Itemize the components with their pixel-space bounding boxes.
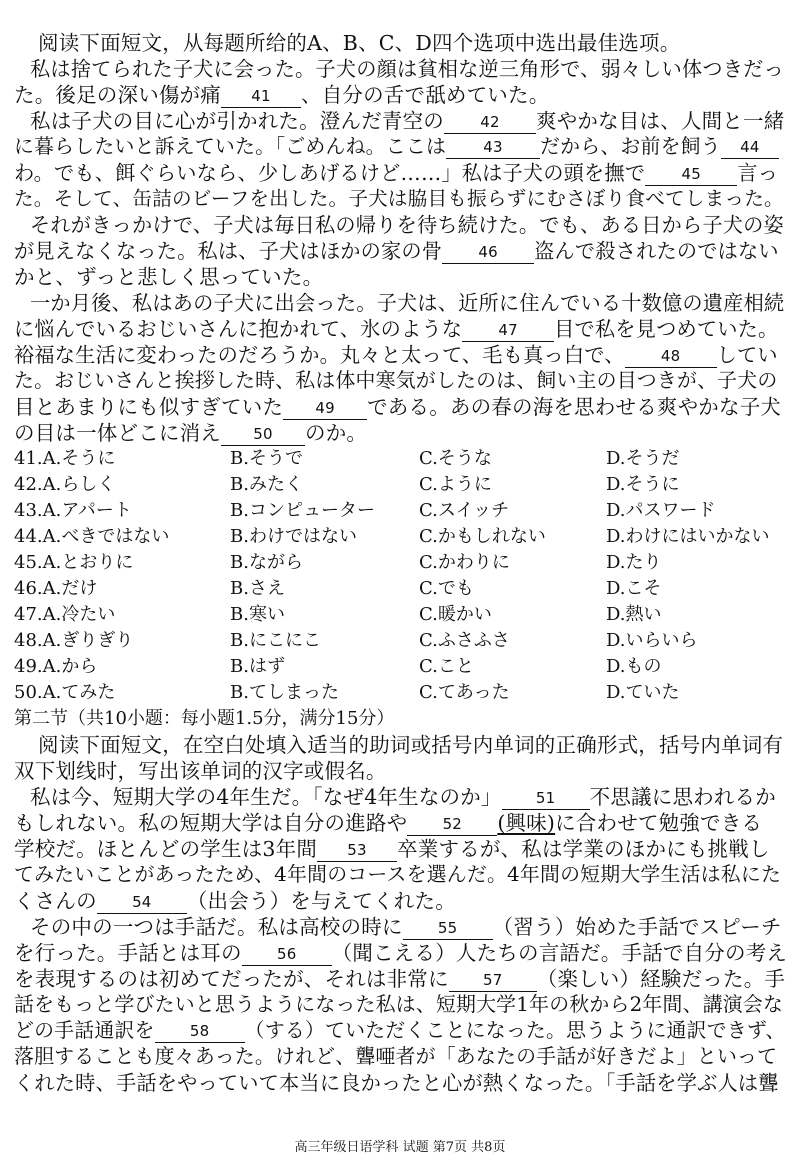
option-row — [14, 550, 786, 576]
passage-line — [14, 108, 786, 134]
exam-page — [14, 30, 786, 1096]
passage-1 — [14, 56, 786, 446]
option-a[interactable]: 50.A.てみた — [14, 682, 116, 703]
option-b[interactable]: B.はず — [230, 656, 285, 677]
option-c[interactable]: C.そうな — [419, 448, 492, 469]
option-c[interactable]: C.てあった — [419, 682, 510, 703]
option-d[interactable]: D.熱い — [606, 604, 662, 625]
text: である。あの春の海を思わせる爽やかな子犬 — [367, 395, 782, 419]
passage-line: 私は捨てられた子犬に会った。子犬の顔は貧相な逆三角形で、弱々しい体つきだっ — [30, 57, 784, 81]
option-b[interactable]: B.みたく — [230, 474, 303, 495]
option-c[interactable]: C.暖かい — [419, 604, 492, 625]
passage-line — [14, 1018, 786, 1044]
blank-52[interactable]: 52 — [407, 813, 497, 836]
blank-51[interactable]: 51 — [502, 787, 590, 810]
option-a[interactable]: 43.A.アパート — [14, 500, 132, 521]
text: 私は今、短期大学の4年生だ。「なぜ4年生なのか」 — [30, 785, 502, 809]
option-c[interactable]: C.かわりに — [419, 552, 510, 573]
option-d[interactable]: D.こそ — [606, 578, 662, 599]
text: 目で私を見つめていた。 — [554, 317, 779, 341]
blank-41[interactable]: 41 — [221, 85, 301, 108]
passage-line — [14, 914, 786, 940]
option-row — [14, 602, 786, 628]
text: どの手話通訳を — [14, 1019, 155, 1042]
option-d[interactable]: D.そうに — [606, 474, 680, 495]
option-d[interactable]: D.もの — [606, 656, 662, 677]
option-a[interactable]: 41.A.そうに — [14, 448, 116, 469]
option-c[interactable]: C.ふさふさ — [419, 630, 510, 651]
text: た。後足の深い傷が痛 — [14, 83, 221, 107]
blank-43[interactable]: 43 — [446, 136, 540, 159]
passage-line: それがきっかけで、子犬は毎日私の帰りを待ち続けた。でも、ある日から子犬の姿 — [30, 213, 784, 237]
text: してい — [716, 343, 778, 367]
option-b[interactable]: B.さえ — [230, 578, 285, 599]
blank-56[interactable]: 56 — [242, 943, 332, 966]
blank-45[interactable]: 45 — [645, 163, 737, 186]
passage-line — [14, 160, 786, 186]
passage-line — [14, 342, 786, 368]
option-b[interactable]: B.寒い — [230, 604, 285, 625]
passage-2 — [14, 784, 786, 1096]
option-b[interactable]: B.コンピューター — [230, 500, 375, 521]
text: その中の一つは手話だ。私は高校の時に — [30, 915, 403, 939]
blank-58[interactable]: 58 — [155, 1020, 245, 1043]
text: に悩んでいるおじいさんに抱かれて、氷のような — [14, 317, 463, 341]
text: を表現するのは初めてだったが、それは非常に — [14, 967, 449, 991]
passage-line: 落胆することも度々あった。けれど、聾唖者が「あなたの手話が好きだよ」といって — [14, 1045, 778, 1068]
option-row — [14, 498, 786, 524]
blank-46[interactable]: 46 — [442, 241, 534, 264]
passage-line — [14, 134, 786, 160]
option-b[interactable]: B.そうで — [230, 448, 303, 469]
passage-line — [14, 888, 786, 914]
option-row — [14, 628, 786, 654]
text: もしれない。私の短期大学は自分の進路や — [14, 811, 408, 835]
passage-line: た。おじいさんと挨拶した時、私は体中寒気がしたのは、飼い主の目つきが、子犬の — [14, 369, 778, 392]
option-row — [14, 680, 786, 706]
text: に暮らしたいと訴えていた。「ごめんね。ここは — [14, 135, 447, 158]
options-list — [14, 446, 786, 706]
passage-line: くれた時、手話をやっていて本当に良かったと心が熱くなった。「手話を学ぶ人は聾 — [14, 1071, 779, 1095]
passage-line: た。そして、缶詰のビーフを出した。子犬は脇目も振らずにむさぼり食べてしまった。 — [14, 187, 784, 210]
passage-line — [14, 394, 786, 420]
option-a[interactable]: 46.A.だけ — [14, 578, 98, 599]
blank-50[interactable]: 50 — [221, 423, 305, 446]
blank-44[interactable]: 44 — [721, 136, 779, 159]
text: 、自分の舌で舐めていた。 — [301, 83, 550, 107]
passage-line — [14, 836, 786, 862]
option-b[interactable]: B.わけではない — [230, 526, 357, 547]
option-c[interactable]: C.こと — [419, 656, 474, 677]
text: 裕福な生活に変わったのだろうか。丸々と太って、毛も真っ白で、 — [14, 343, 625, 367]
text: 私は子犬の目に心が引かれた。澄んだ青空の — [30, 109, 444, 133]
option-c[interactable]: C.スイッチ — [419, 500, 510, 521]
text: 言っ — [737, 161, 778, 185]
text: 不思議に思われるか — [589, 785, 776, 809]
text: 目とあまりにも似すぎていた — [14, 395, 284, 419]
instruction-2: 阅读下面短文，在空白处填入适当的助词或括号内单词的正确形式，括号内单词有 — [38, 733, 784, 757]
option-d[interactable]: D.ていた — [606, 682, 680, 703]
option-b[interactable]: B.てしまった — [230, 682, 339, 703]
option-d[interactable]: D.わけにはいかない — [606, 526, 770, 547]
option-d[interactable]: D.たり — [606, 552, 662, 573]
blank-54[interactable]: 54 — [97, 891, 187, 914]
text: くさんの — [14, 889, 97, 913]
blank-57[interactable]: 57 — [449, 969, 537, 992]
option-d[interactable]: D.そうだ — [606, 448, 680, 469]
option-row — [14, 446, 786, 472]
text: だから、お前を飼う — [540, 135, 721, 158]
passage-line — [14, 238, 786, 264]
text: 爽やかな目は、人間と一緒 — [536, 109, 785, 133]
text: （出会う）を与えてくれた。 — [186, 889, 456, 913]
option-a[interactable]: 45.A.とおりに — [14, 552, 134, 573]
instruction-2-cont: 双下划线时，写出该单词的汉字或假名。 — [14, 759, 387, 783]
blank-55[interactable]: 55 — [403, 917, 493, 940]
option-c[interactable]: C.ように — [419, 474, 492, 495]
passage-line — [14, 810, 786, 836]
blank-42[interactable]: 42 — [444, 111, 536, 134]
passage-line — [14, 420, 786, 446]
option-a[interactable]: 44.A.べきではない — [14, 526, 170, 547]
option-b[interactable]: B.にこにこ — [230, 630, 321, 651]
text: 卒業するが、私は学業のほかにも挑戦し — [397, 837, 770, 861]
passage-line — [14, 966, 786, 992]
passage-line — [14, 784, 786, 810]
passage-line: 話をもっと学びたいと思うようになった私は、短期大学1年の秋から2年間、講演会な — [14, 993, 784, 1016]
blank-49[interactable]: 49 — [283, 397, 367, 420]
option-a[interactable]: 47.A.冷たい — [14, 604, 116, 625]
option-row — [14, 472, 786, 498]
option-row — [14, 654, 786, 680]
text: 盗んで殺されたのではない — [534, 239, 779, 263]
option-b[interactable]: B.ながら — [230, 552, 303, 573]
blank-53[interactable]: 53 — [317, 839, 397, 862]
text: が見えなくなった。私は、子犬はほかの家の骨 — [14, 239, 443, 263]
blank-48[interactable]: 48 — [625, 345, 717, 368]
instruction-1: 阅读下面短文，从每题所给的A、B、C、D四个选项中选出最佳选项。 — [38, 31, 681, 55]
page-footer: 高三年级日语学科 试题 第7页 共8页 — [294, 1140, 506, 1155]
word-kyoumi: (興味) — [497, 811, 556, 835]
option-c[interactable]: C.でも — [419, 578, 474, 599]
option-a[interactable]: 49.A.から — [14, 656, 98, 677]
passage-line — [14, 940, 786, 966]
text: の目は一体どこに消え — [14, 421, 221, 445]
passage-line: てみたいことがあったため、4年間のコースを選んだ。4年間の短期大学生活は私にた — [14, 863, 782, 886]
option-d[interactable]: D.いらいら — [606, 630, 698, 651]
option-c[interactable]: C.かもしれない — [419, 526, 546, 547]
option-row — [14, 524, 786, 550]
text: （習う）始めた手話でスピーチ — [492, 915, 782, 939]
option-a[interactable]: 42.A.らしく — [14, 474, 116, 495]
option-d[interactable]: D.パスワード — [606, 500, 716, 521]
text: （する）ていただくことになった。思うように通訳できず、 — [244, 1019, 786, 1042]
passage-line: 一か月後、私はあの子犬に出会った。子犬は、近所に住んでいる十数億の遺産相続 — [30, 291, 785, 315]
text: （聞こえる）人たちの言語だ。手話で自分の考え — [331, 941, 788, 965]
text: わ。でも、餌ぐらいなら、少しあげるけど……」私は子犬の頭を撫で — [14, 161, 646, 185]
blank-47[interactable]: 47 — [462, 319, 554, 342]
passage-line: かと、ずっと悲しく思っていた。 — [14, 265, 324, 289]
text: を行った。手話とは耳の — [14, 941, 242, 965]
text: 学校だ。ほとんどの学生は3年間 — [14, 837, 318, 861]
passage-line — [14, 316, 786, 342]
text: のか。 — [305, 421, 368, 445]
text: （楽しい）経験だった。手 — [536, 967, 786, 991]
option-row — [14, 576, 786, 602]
section-2-heading: 第二节（共10小题：每小题1.5分，满分15分） — [14, 708, 395, 729]
passage-line — [14, 82, 786, 108]
text: に合わせて勉強できる — [555, 811, 763, 835]
option-a[interactable]: 48.A.ぎりぎり — [14, 630, 134, 651]
